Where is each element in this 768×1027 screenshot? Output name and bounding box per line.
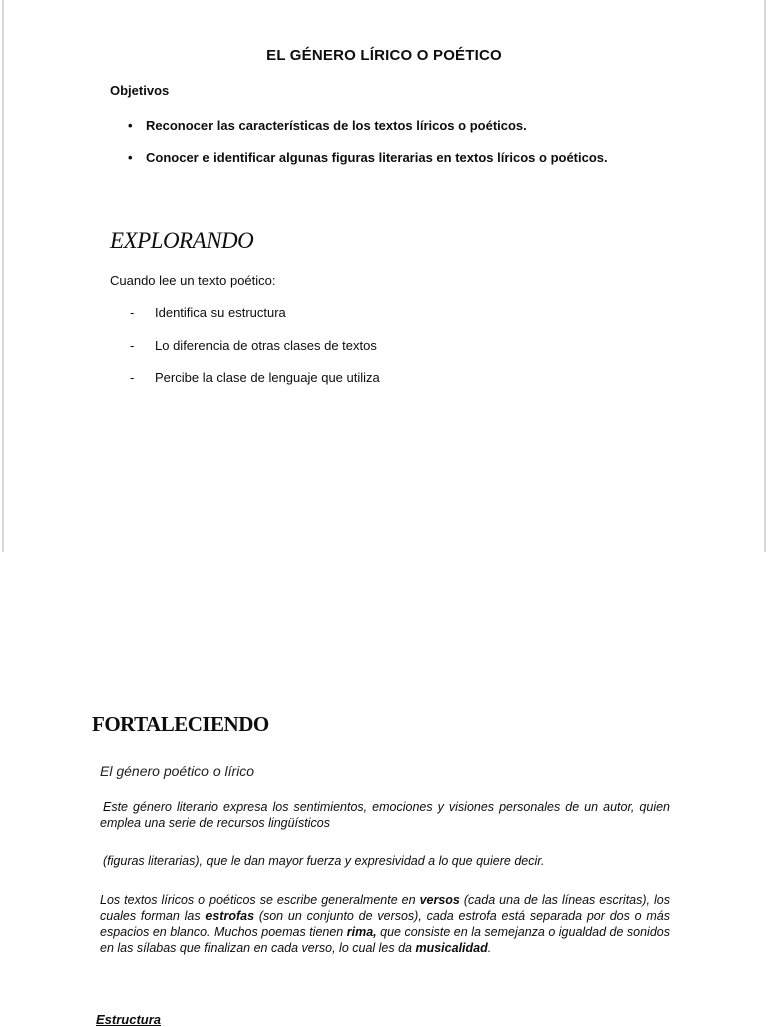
task-text: Lo diferencia de otras clases de textos — [155, 337, 377, 353]
p3-text-c: (cada una de las líneas escritas), los cuales forman las — [100, 893, 670, 923]
paragraph-1: Este género literario expresa los sentimientos, emociones y visiones personales de un autor, quien emplea una serie de recursos lingüísticos — [100, 800, 670, 830]
p3-text-e: (son un conjunto de versos), cada estrofa está separada por dos o más espacios en blanco. Muchos poemas tienen — [100, 909, 670, 939]
document-title: EL GÉNERO LÍRICO O POÉTICO — [266, 47, 502, 64]
page-2 — [0, 552, 768, 1027]
objective-item — [128, 116, 628, 136]
objectives-list — [128, 116, 628, 180]
page-edge-left — [2, 0, 4, 552]
objective-item — [128, 148, 628, 168]
intro-text: Cuando lee un texto poético: — [110, 273, 276, 288]
objective-text: Conocer e identificar algunas figuras literarias en textos líricos o poéticos. — [146, 150, 608, 165]
explorando-heading: EXPLORANDO — [110, 228, 254, 253]
task-item — [130, 305, 380, 321]
section-subtitle: El género poético o lírico — [100, 763, 255, 779]
dash-bullet-icon: - — [130, 370, 135, 385]
bullet-icon: • — [128, 118, 133, 133]
task-item — [130, 338, 380, 354]
dash-bullet-icon: - — [130, 305, 135, 320]
p3-text-g: que consiste en la semejanza o igualdad de sonidos en las sílabas que finalizan en cada verso, lo cual les da — [100, 925, 670, 955]
structure-heading: Estructura — [96, 1012, 162, 1027]
p3-text-i: . — [487, 941, 492, 955]
paragraph-3 — [100, 892, 670, 956]
task-text: Identifica su estructura — [155, 305, 286, 320]
page-edge-right — [764, 0, 766, 552]
tasks-list — [130, 305, 380, 403]
objectives-heading: Objetivos — [110, 83, 170, 98]
term-estrofas: estrofas — [205, 909, 255, 923]
task-text: Percibe la clase de lenguaje que utiliza — [155, 370, 380, 385]
p3-text-a: Los textos líricos o poéticos se escribe generalmente en — [100, 893, 420, 907]
term-versos: versos — [419, 893, 460, 907]
bullet-icon: • — [128, 150, 133, 165]
term-musicalidad: musicalidad — [415, 941, 488, 955]
paragraph-2: (figuras literarias), que le dan mayor fuerza y expresividad a lo que quiere decir. — [103, 854, 545, 868]
objective-text: Reconocer las características de los textos líricos o poéticos. — [146, 118, 527, 133]
dash-bullet-icon: - — [130, 337, 135, 353]
task-item — [130, 370, 380, 386]
fortaleciendo-heading: FORTALECIENDO — [92, 712, 269, 736]
term-rima: rima, — [346, 925, 377, 939]
